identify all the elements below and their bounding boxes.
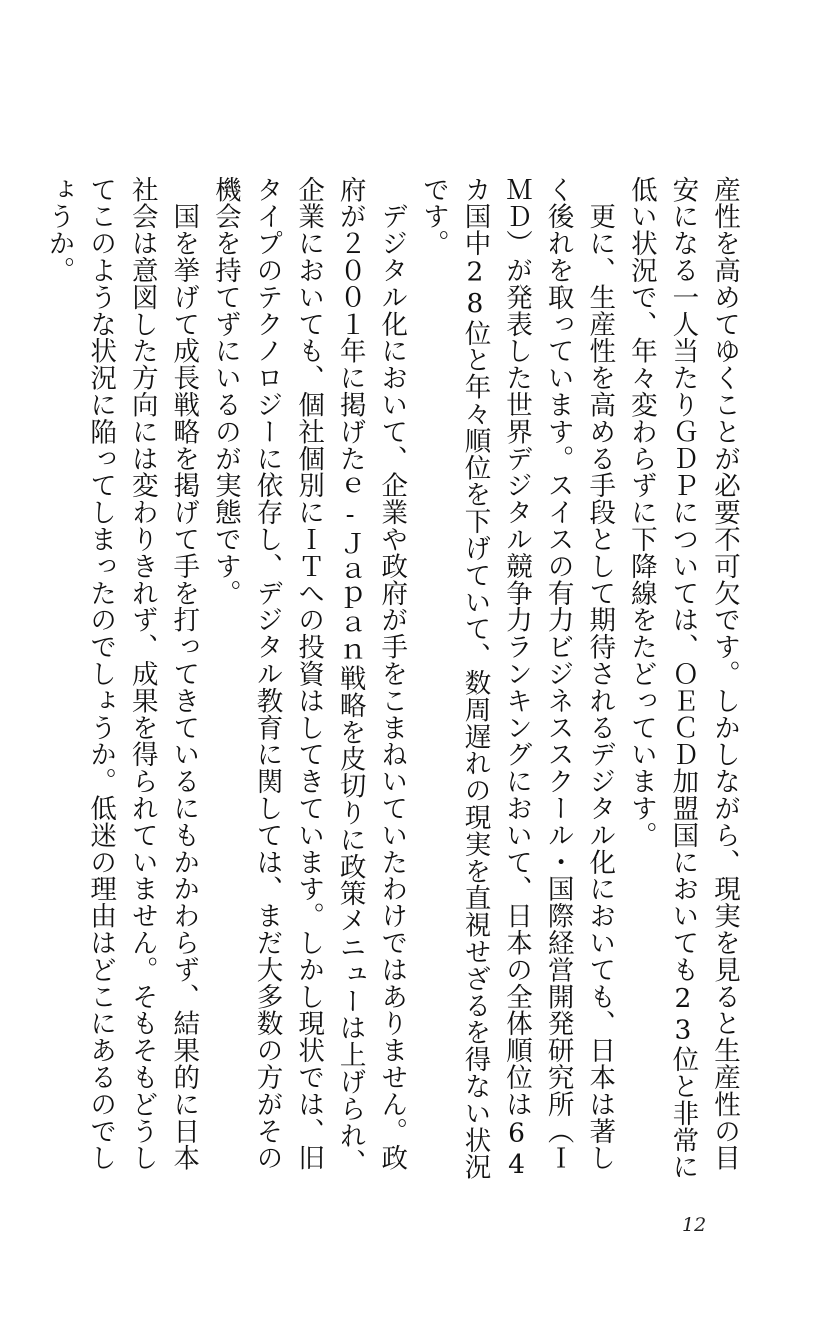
page-number: 12 bbox=[682, 1214, 707, 1236]
paragraph-3: デジタル化において、企業や政府が手をこまねいていたわけではありません。政府が２００１年に掲げたｅ‐Ｊａｐａｎ戦略を皮切りに政策メニューは上げられ、企業においても、個社個別にＩＴへの投資はしてきています。しかし現状では、旧タイプのテクノロジーに依存し、デジタル教育に関しては、まだ大多数の方がその機会を持てずにいるのが実態です。 bbox=[209, 176, 408, 1176]
vertical-text-body bbox=[38, 176, 745, 1186]
paragraph-1: 産性を高めてゆくことが必要不可欠です。しかしながら、現実を見ると生産性の目安になる一人当たりＧＤＰについては、ＯＥＣＤ加盟国においても23位と非常に低い状況で、年々変わらずに下降線をたどっています。 bbox=[625, 176, 740, 1181]
paragraph-4: 国を挙げて成長戦略を掲げて手を打ってきているにもかかわらず、結果的に日本社会は意図した方向には変わりきれず、成果を得られていません。そもそもどうしてこのような状況に陥ってしまったのでしょうか。低迷の理由はどこにあるのでしょうか。 bbox=[43, 176, 200, 1172]
paragraph-2: 更に、生産性を高める手段として期待されるデジタル化においても、日本は著しく後れを取っています。スイスの有力ビジネススクール・国際経営開発研究所（ＩＭＤ）が発表した世界デジタル競争力ランキングにおいて、日本の全体順位は64カ国中28位と年々順位を下げていて、数周遅れの現実を直視せざるを得ない状況です。 bbox=[417, 176, 616, 1181]
